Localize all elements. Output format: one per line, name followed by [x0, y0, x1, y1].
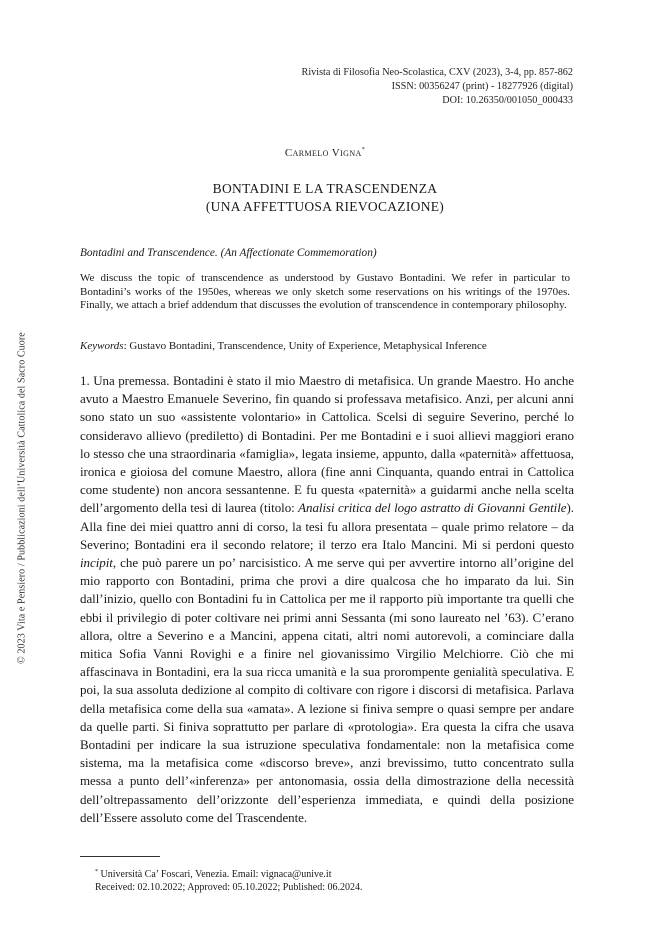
copyright-text: © 2023 Vita e Pensiero / Pubblicazioni dell’Università Cattolica del Sacro Cuore: [16, 332, 28, 664]
title-line-2: (UNA AFFETTUOSA RIEVOCAZIONE): [205, 199, 445, 214]
keywords-separator: :: [123, 340, 130, 352]
keywords: [80, 340, 570, 354]
footnote-rule: [80, 856, 160, 857]
title-line-1: BONTADINI E LA TRASCENDENZA: [212, 181, 438, 196]
doi-line: DOI: 10.26350/001050_000433: [442, 95, 573, 106]
keywords-text: Gustavo Bontadini, Transcendence, Unity of Experience, Metaphysical Inference: [129, 340, 487, 352]
abstract: We discuss the topic of transcendence as understood by Gustavo Bontadini. We refer in particular to Bontadini’s works of the 1950es, whereas we only sketch some reservations on his writings of the 1970es. Finally, we attach a brief addendum that discusses the evolution of transcendence in contemporary philosophy.: [80, 272, 570, 312]
journal-header: [213, 66, 573, 108]
incipit-term: incipit: [80, 555, 113, 571]
footnote: [95, 866, 565, 894]
body-paragraph-part-3: , che può parere un po’ narcisistico. A me serve qui per avvertire intorno all’origine del mio rapporto con Bontadini, prima che provi a dire qualcosa che ho imparato da lui. Sin dall’inizio, quello con Bontadini fu in Cattolica per me il rapporto più importante tra quelli che ebbi il privilegio di poter coltivare nei primi anni Sessanta (mi sono laureato nel ’63). C’erano allora, oltre a Severino e a Mancini, appena citati, altri nomi autorevoli, a cominciare dalla mitica Sofia Vanni Rovighi e a finire nel giovanissimo Virgilio Melchiorre. Ciò che mi affascinava in Bontadini, era la sua ricca umanità e la sua prorompente genialità speculativa. E poi, la sua assoluta dedizione al compito di coltivare con rigore i discorsi di metafisica. Parlava della metafisica come della sua «amata». A lezione si finiva sempre o quasi sempre per andare da quelle parti. Si finiva soprattutto per parlare di «protologia». Era questa la cifra che usava Bontadini per indicare la sua istruzione speculativa fondamentale: non la metafisica come sistema, ma la metafisica come «discorso breve», anzi brevissimo, tutto concentrato sulla messa a punto dell’«inferenza» per antonomasia, ossia della dimostrazione della necessità dell’oltrepassamento dell’orizzonte dell’esperienza immediata, e quindi della posizione dell’Essere assoluto come del Trascendente.: [80, 555, 574, 825]
author-line: [0, 147, 650, 159]
author-footnote-marker: *: [361, 147, 366, 153]
body-paragraph-part-2: ). Alla fine dei miei quattro anni di corso, la tesi fu allora presentata – quale primo relatore – da Severino; Bontadini era il secondo relatore; il terzo era Italo Mancini. Mi si perdoni questo: [80, 500, 574, 552]
footnote-dates: Received: 02.10.2022; Approved: 05.10.2022; Published: 06.2024.: [95, 882, 363, 893]
issn-line: ISSN: 00356247 (print) - 18277926 (digital): [391, 81, 573, 92]
article-title: [0, 180, 650, 216]
footnote-affiliation-line: [95, 866, 565, 881]
body-text: [80, 372, 574, 827]
journal-citation: Rivista di Filosofia Neo-Scolastica, CXV (2023), 3-4, pp. 857-862: [301, 67, 573, 78]
footnote-marker: *: [95, 869, 98, 875]
english-title: Bontadini and Transcendence. (An Affectionate Commemoration): [80, 247, 377, 259]
body-paragraph-part-1: 1. Una premessa. Bontadini è stato il mio Maestro di metafisica. Un grande Maestro. Ho anche avuto a Maestro Emanuele Severino, fin quando si professava metafisico. Anzi, per alcuni anni sono stato un suo «assistente volontario» in Cattolica. Scelsi di seguire Severino, perché lo consideravo allievo (prediletto) di Bontadini. Per me Bontadini e i suoi allievi maggiori erano lo stesso che una straordinaria «famiglia», legata insieme, appunto, dalla «paternità» affettuosa, ironica e gioiosa del comune Maestro, allora (fine anni Cinquanta, quando entrai in Cattolica come studente) non ancora sessantenne. E fu questa «paternità» a guidarmi anche nella scelta dell’argomento della tesi di laurea (titolo:: [80, 373, 574, 516]
keywords-label: Keywords: [80, 340, 124, 352]
author-name: Carmelo Vigna: [284, 147, 362, 159]
thesis-title: Analisi critica del logo astratto di Giovanni Gentile: [298, 500, 567, 516]
footnote-affiliation: Università Ca’ Foscari, Venezia. Email: vignaca@unive.it: [98, 869, 332, 880]
